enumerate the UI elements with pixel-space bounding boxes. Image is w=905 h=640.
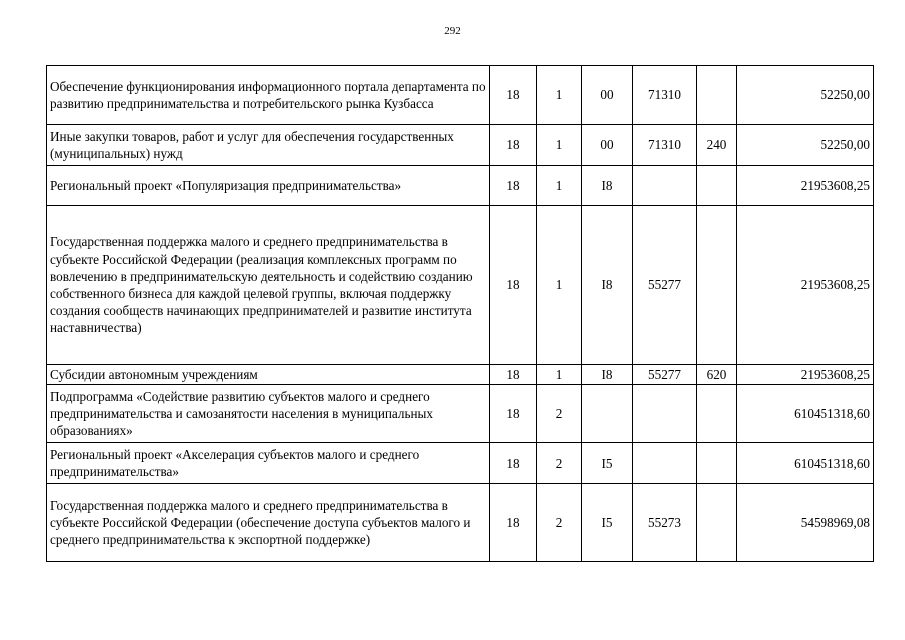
row-amount: 54598969,08 xyxy=(737,484,874,562)
row-code-5 xyxy=(697,385,737,443)
table-row xyxy=(47,484,874,562)
row-code-2: 2 xyxy=(537,385,582,443)
row-code-1: 18 xyxy=(490,365,537,385)
table-row xyxy=(47,166,874,206)
row-code-1: 18 xyxy=(490,125,537,166)
row-code-3: I8 xyxy=(582,365,633,385)
row-code-4 xyxy=(633,166,697,206)
row-code-5 xyxy=(697,66,737,125)
row-code-2: 1 xyxy=(537,125,582,166)
row-code-5: 240 xyxy=(697,125,737,166)
row-code-5 xyxy=(697,443,737,484)
budget-table xyxy=(46,65,874,562)
row-code-4: 71310 xyxy=(633,66,697,125)
row-code-5 xyxy=(697,206,737,365)
row-code-4: 55277 xyxy=(633,206,697,365)
row-code-2: 2 xyxy=(537,484,582,562)
row-code-3: 00 xyxy=(582,66,633,125)
row-code-5: 620 xyxy=(697,365,737,385)
row-description: Субсидии автономным учреждениям xyxy=(47,365,490,385)
row-code-3: I5 xyxy=(582,484,633,562)
row-code-1: 18 xyxy=(490,166,537,206)
table-row xyxy=(47,385,874,443)
row-amount: 21953608,25 xyxy=(737,365,874,385)
row-description: Иные закупки товаров, работ и услуг для обеспечения государственных (муниципальных) нужд xyxy=(47,125,490,166)
row-code-1: 18 xyxy=(490,484,537,562)
row-amount: 52250,00 xyxy=(737,66,874,125)
row-code-3: I5 xyxy=(582,443,633,484)
row-amount: 21953608,25 xyxy=(737,206,874,365)
row-amount: 610451318,60 xyxy=(737,385,874,443)
page-number: 292 xyxy=(444,25,461,37)
row-amount: 610451318,60 xyxy=(737,443,874,484)
row-code-1: 18 xyxy=(490,443,537,484)
table-row xyxy=(47,66,874,125)
row-code-2: 1 xyxy=(537,365,582,385)
row-code-2: 1 xyxy=(537,66,582,125)
row-code-2: 1 xyxy=(537,206,582,365)
row-code-2: 1 xyxy=(537,166,582,206)
row-amount: 52250,00 xyxy=(737,125,874,166)
row-code-4 xyxy=(633,385,697,443)
row-amount: 21953608,25 xyxy=(737,166,874,206)
row-code-3 xyxy=(582,385,633,443)
row-code-2: 2 xyxy=(537,443,582,484)
row-description: Подпрограмма «Содействие развитию субъектов малого и среднего предпринимательства и самозанятости населения в муниципальных образованиях» xyxy=(47,385,490,443)
row-code-1: 18 xyxy=(490,385,537,443)
row-description: Государственная поддержка малого и среднего предпринимательства в субъекте Российской Федерации (обеспечение доступа субъектов малого и среднего предпринимательства к экспортной поддержке) xyxy=(47,484,490,562)
row-code-3: I8 xyxy=(582,206,633,365)
table-row xyxy=(47,206,874,365)
row-code-4: 55277 xyxy=(633,365,697,385)
table-row xyxy=(47,125,874,166)
table-row xyxy=(47,443,874,484)
row-description: Региональный проект «Популяризация предпринимательства» xyxy=(47,166,490,206)
row-code-3: I8 xyxy=(582,166,633,206)
row-code-5 xyxy=(697,484,737,562)
row-code-3: 00 xyxy=(582,125,633,166)
row-description: Обеспечение функционирования информационного портала департамента по развитию предпринимательства и потребительского рынка Кузбасса xyxy=(47,66,490,125)
row-code-4 xyxy=(633,443,697,484)
row-code-5 xyxy=(697,166,737,206)
row-description: Государственная поддержка малого и среднего предпринимательства в субъекте Российской Федерации (реализация комплексных программ по вовлечению в предпринимательскую деятельность и содействию созданию собственного бизнеса для каждой целевой группы, включая поддержку создания сообществ начинающих предпринимателей и развитие института наставничества) xyxy=(47,206,490,365)
row-code-4: 55273 xyxy=(633,484,697,562)
row-code-1: 18 xyxy=(490,66,537,125)
row-description: Региональный проект «Акселерация субъектов малого и среднего предпринимательства» xyxy=(47,443,490,484)
row-code-4: 71310 xyxy=(633,125,697,166)
row-code-1: 18 xyxy=(490,206,537,365)
table-row xyxy=(47,365,874,385)
